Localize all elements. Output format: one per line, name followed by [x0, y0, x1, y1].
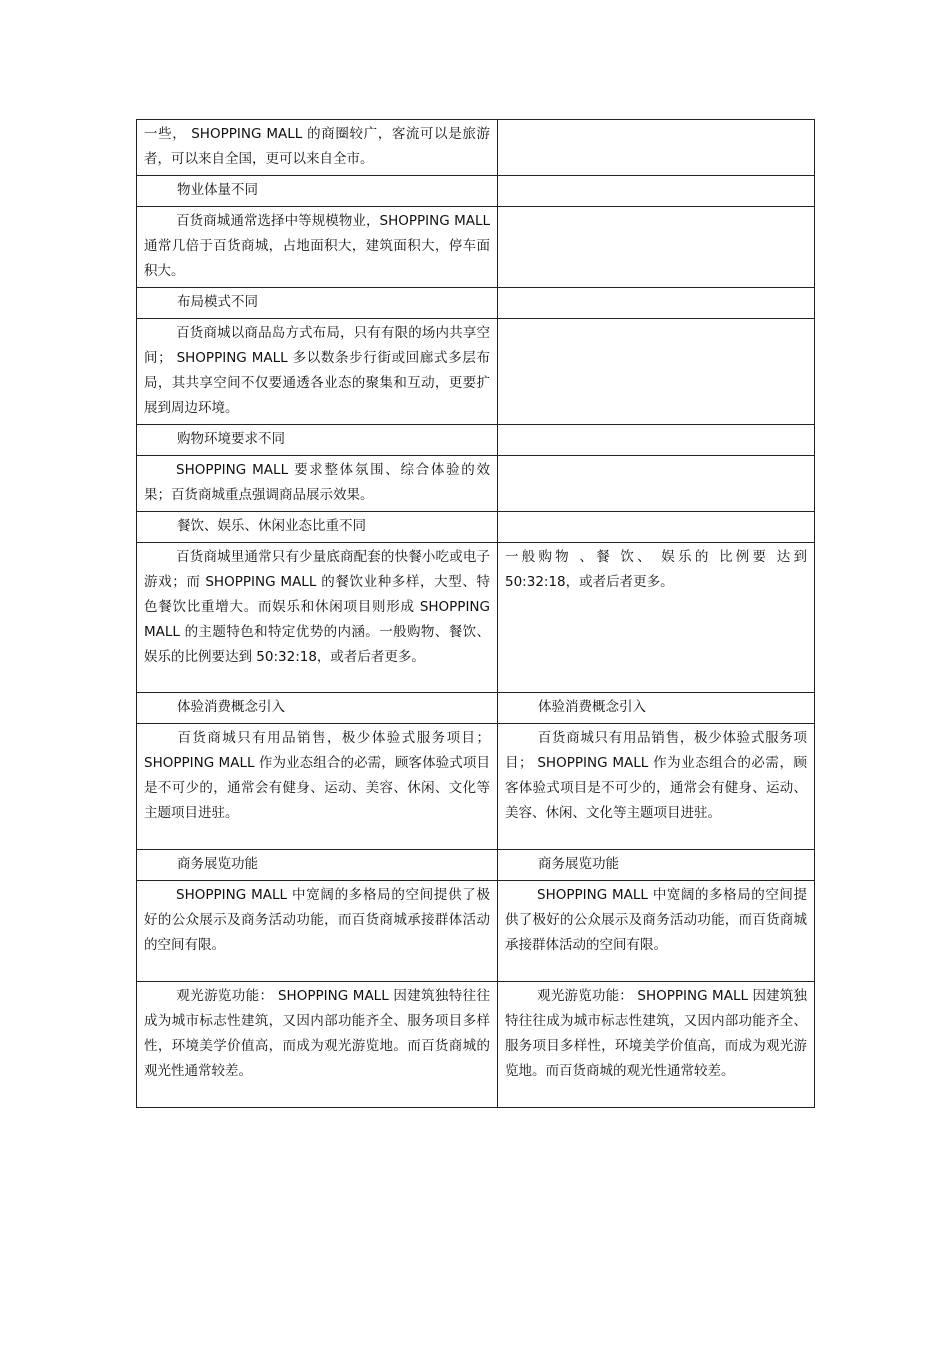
table-cell-left [137, 881, 498, 982]
table-row [137, 543, 815, 693]
table-cell-left [137, 543, 498, 693]
row-heading: 体验消费概念引入 [137, 693, 498, 724]
table-cell-right [498, 319, 815, 425]
table-row [137, 850, 815, 881]
table-row [137, 288, 815, 319]
table-cell-left [137, 207, 498, 288]
table-cell-left [137, 319, 498, 425]
table-cell-right [498, 512, 815, 543]
row-heading-right: 体验消费概念引入 [498, 693, 815, 724]
table-cell-right [498, 724, 815, 850]
table-row [137, 693, 815, 724]
table-cell-left [137, 982, 498, 1108]
table-cell-right [498, 982, 815, 1108]
row-heading: 商务展览功能 [137, 850, 498, 881]
cell-text: 观光游览功能： SHOPPING MALL 因建筑独特往往成为城市标志性建筑，又因内部功能齐全、服务项目多样性，环境美学价值高，而成为观光游览地。而百货商城的观光性通常较差。 [505, 988, 807, 1079]
table-cell-right: 一般购物 、餐 饮、 娱乐的 比例要 达到 50:32:18，或者后者更多。 [498, 543, 815, 693]
row-heading-right: 商务展览功能 [498, 850, 815, 881]
table-row [137, 176, 815, 207]
table-cell-right [498, 207, 815, 288]
table-row [137, 724, 815, 850]
table-cell-right [498, 881, 815, 982]
table-cell-right [498, 120, 815, 176]
row-heading: 餐饮、娱乐、休闲业态比重不同 [137, 512, 498, 543]
table-row [137, 512, 815, 543]
comparison-table [136, 119, 815, 1108]
cell-text: 观光游览功能： SHOPPING MALL 因建筑独特往往成为城市标志性建筑，又因内部功能齐全、服务项目多样性，环境美学价值高，而成为观光游览地。而百货商城的观光性通常较差。 [144, 988, 490, 1079]
cell-text: SHOPPING MALL 要求整体氛围、综合体验的效果；百货商城重点强调商品展示效果。 [144, 462, 490, 503]
row-heading: 布局模式不同 [137, 288, 498, 319]
table-cell-right [498, 456, 815, 512]
cell-text: SHOPPING MALL 中宽阔的多格局的空间提供了极好的公众展示及商务活动功能，而百货商城承接群体活动的空间有限。 [505, 887, 807, 953]
table-cell-right [498, 288, 815, 319]
table-cell-left [137, 724, 498, 850]
table-row [137, 881, 815, 982]
cell-text: 百货商城只有用品销售，极少体验式服务项目； SHOPPING MALL 作为业态组合的必需，顾客体验式项目是不可少的，通常会有健身、运动、美容、休闲、文化等主题项目进驻。 [144, 730, 490, 821]
table-row [137, 319, 815, 425]
table-row [137, 425, 815, 456]
cell-text: 百货商城里通常只有少量底商配套的快餐小吃或电子游戏；而 SHOPPING MALL 的餐饮业种多样，大型、特色餐饮比重增大。而娱乐和休闲项目则形成 SHOPPING MALL 的主题特色和特定优势的内涵。一般购物、餐饮、娱乐的比例要达到 50:32:18，或者后者更多。 [144, 549, 490, 665]
cell-text: SHOPPING MALL 中宽阔的多格局的空间提供了极好的公众展示及商务活动功能，而百货商城承接群体活动的空间有限。 [144, 887, 490, 953]
row-heading: 物业体量不同 [137, 176, 498, 207]
cell-text: 百货商城只有用品销售，极少体验式服务项目； SHOPPING MALL 作为业态组合的必需，顾客体验式项目是不可少的，通常会有健身、运动、美容、休闲、文化等主题项目进驻。 [505, 730, 807, 821]
table-row [137, 456, 815, 512]
table-cell-right [498, 176, 815, 207]
table-row [137, 207, 815, 288]
cell-text: 百货商城通常选择中等规模物业，SHOPPING MALL 通常几倍于百货商城，占地面积大，建筑面积大，停车面积大。 [144, 213, 490, 279]
table-row [137, 120, 815, 176]
table-row [137, 982, 815, 1108]
table-cell-left [137, 456, 498, 512]
table-cell-left: 一些， SHOPPING MALL 的商圈较广，客流可以是旅游者，可以来自全国，更可以来自全市。 [137, 120, 498, 176]
table-cell-right [498, 425, 815, 456]
row-heading: 购物环境要求不同 [137, 425, 498, 456]
cell-text: 百货商城以商品岛方式布局，只有有限的场内共享空间； SHOPPING MALL 多以数条步行街或回廊式多层布局，其共享空间不仅要通透各业态的聚集和互动，更要扩展到周边环境。 [144, 325, 490, 416]
